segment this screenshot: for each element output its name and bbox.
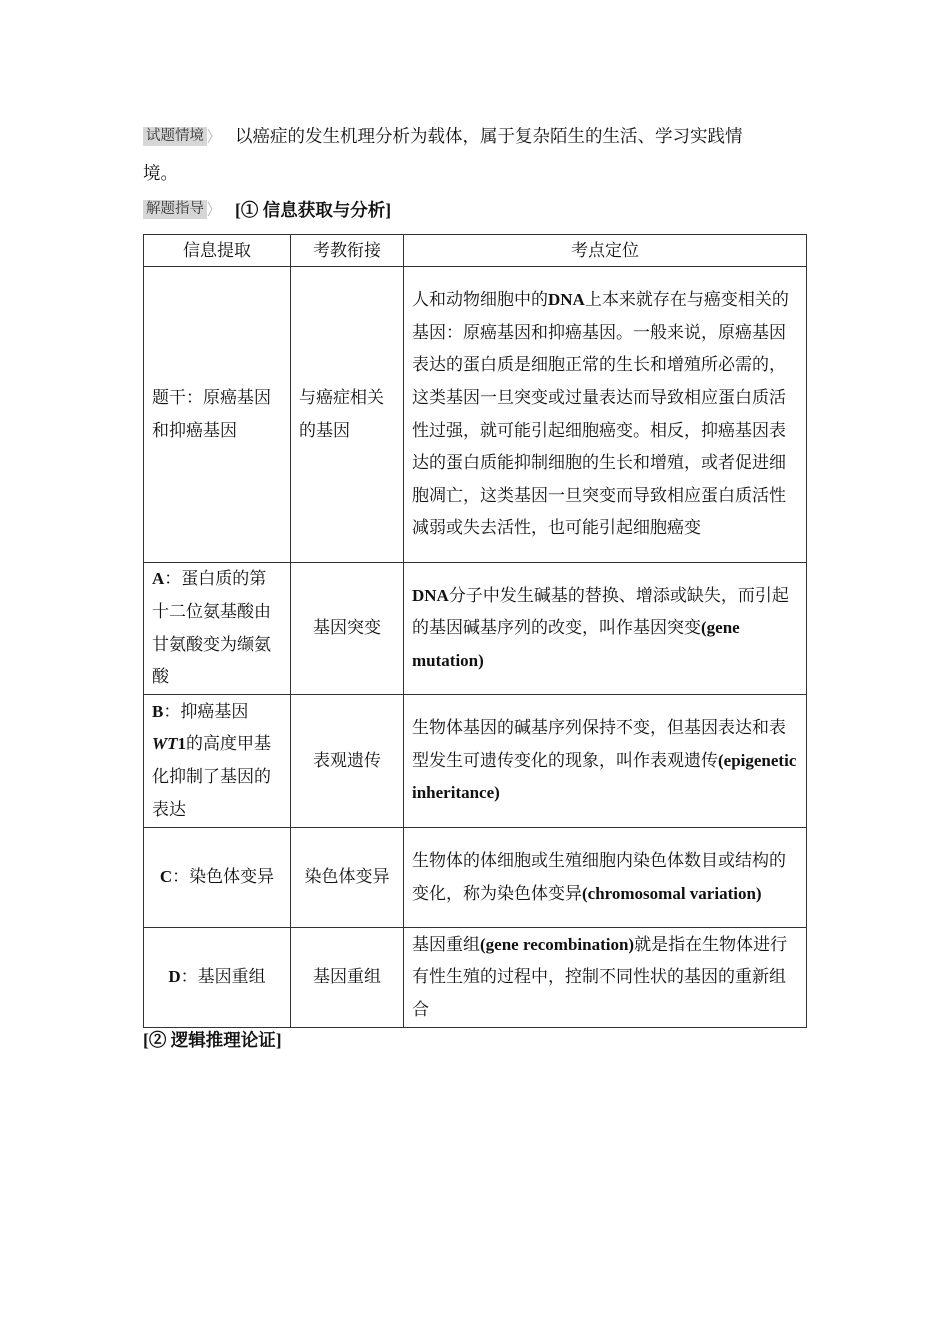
table-header-row [144,235,807,267]
table-row [144,695,807,828]
chevron-right-icon [207,127,213,145]
table-row [144,928,807,1028]
header-point: 考点定位 [404,235,807,267]
context-text-line1: 以癌症的发生机理分析为载体，属于复杂陌生的生活、学习实践情 [235,127,743,147]
cell-link: 基因重组 [291,928,404,1028]
header-link: 考教衔接 [291,235,404,267]
cell-link: 基因突变 [291,563,404,695]
cell-extract: A：蛋白质的第十二位氨基酸由甘氨酸变为缬氨酸 [144,563,291,695]
table-row [144,267,807,563]
table-row [144,563,807,695]
header-extract: 信息提取 [144,235,291,267]
context-line [143,125,808,149]
cell-extract: D：基因重组 [144,928,291,1028]
cell-link: 与癌症相关的基因 [291,267,404,563]
cell-extract: 题干：原癌基因和抑癌基因 [144,267,291,563]
cell-point: 生物体的体细胞或生殖细胞内染色体数目或结构的变化，称为染色体变异(chromosomal variation) [404,828,807,928]
guide-badge: 解题指导 [143,200,207,219]
cell-point: 人和动物细胞中的DNA上本来就存在与癌变相关的基因：原癌基因和抑癌基因。一般来说，原癌基因表达的蛋白质是细胞正常的生长和增殖所必需的，这类基因一旦突变或过量表达而导致相应蛋白质活性过强，就可能引起细胞癌变。相反，抑癌基因表达的蛋白质能抑制细胞的生长和增殖，或者促进细胞凋亡，这类基因一旦突变而导致相应蛋白质活性减弱或失去活性，也可能引起细胞癌变 [404,267,807,563]
guide-heading: [① 信息获取与分析] [235,200,392,220]
analysis-table [143,234,807,1028]
cell-point: 基因重组(gene recombination)就是指在生物体进行有性生殖的过程中，控制不同性状的基因的重新组合 [404,928,807,1028]
chevron-right-icon [207,200,213,218]
cell-point: 生物体基因的碱基序列保持不变，但基因表达和表型发生可遗传变化的现象，叫作表观遗传(epigenetic inheritance) [404,695,807,828]
cell-extract: C：染色体变异 [144,828,291,928]
context-text-line2: 境。 [143,164,178,184]
guide-line [143,198,808,223]
cell-link: 染色体变异 [291,828,404,928]
cell-extract: B：抑癌基因WT1的高度甲基化抑制了基因的表达 [144,695,291,828]
cell-link: 表观遗传 [291,695,404,828]
logic-heading: [② 逻辑推理论证] [143,1030,282,1050]
cell-point: DNA分子中发生碱基的替换、增添或缺失，而引起的基因碱基序列的改变，叫作基因突变(gene mutation) [404,563,807,695]
context-badge: 试题情境 [143,127,207,146]
table-row [144,828,807,928]
